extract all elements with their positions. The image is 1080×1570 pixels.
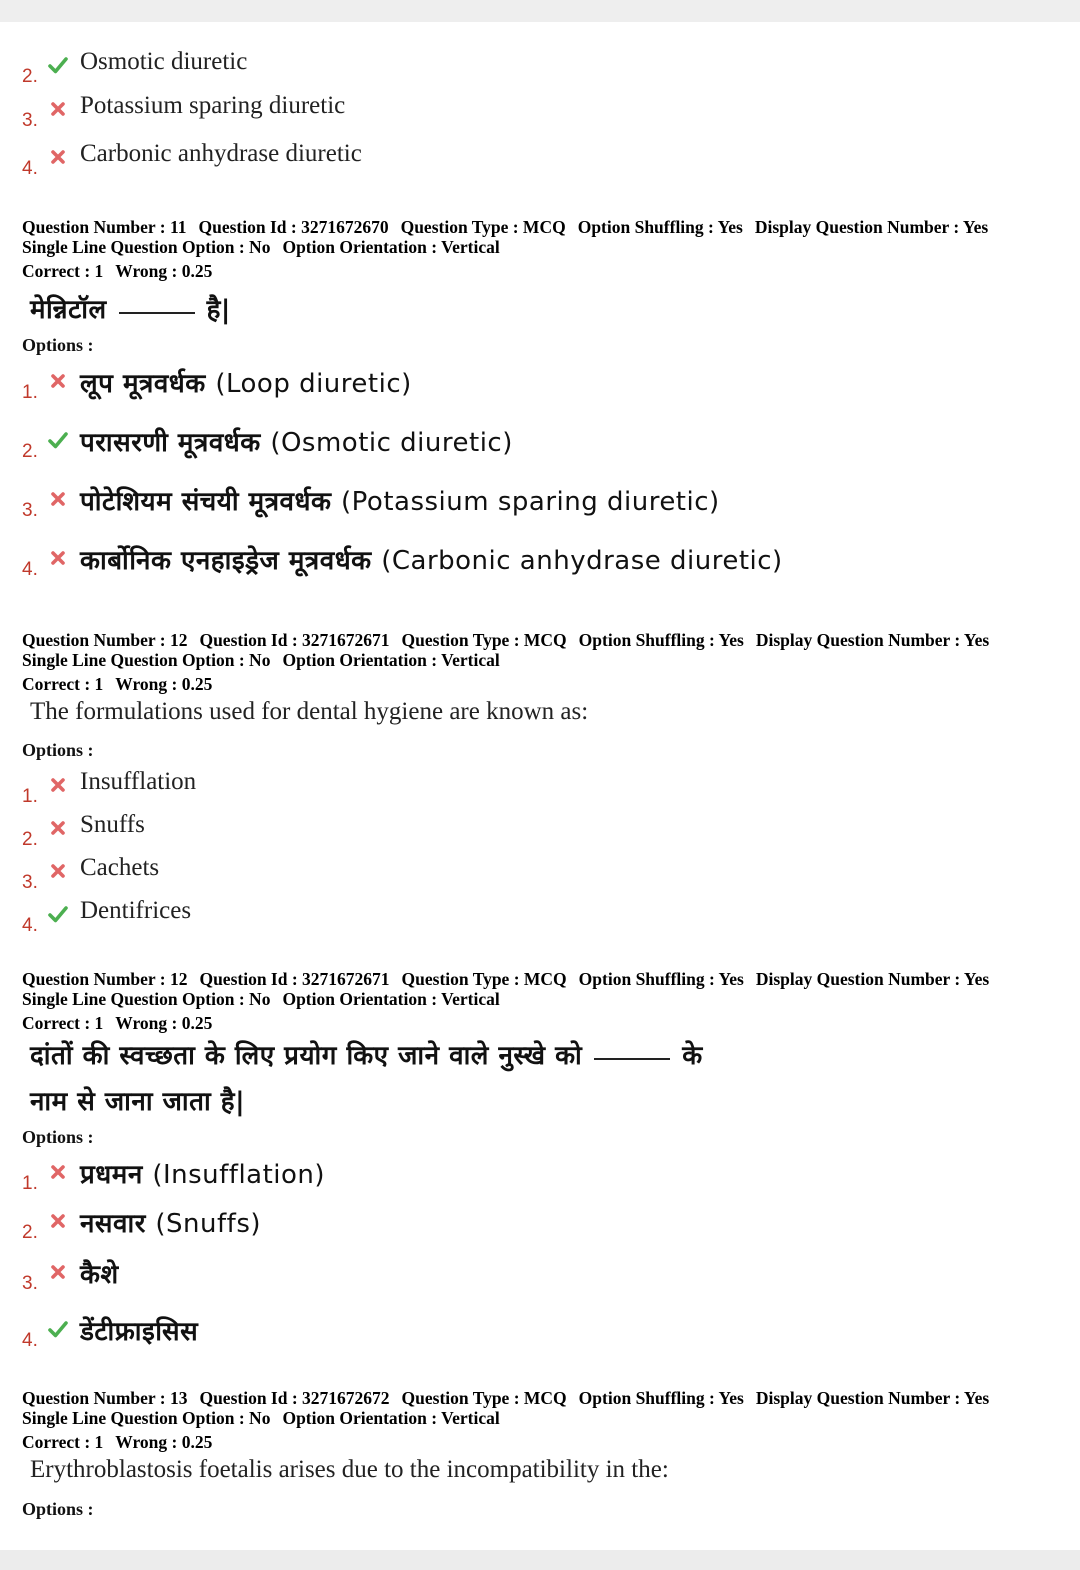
option-item[interactable] (22, 854, 1062, 894)
cross-icon (47, 1210, 69, 1232)
option-text: परासरणी मूत्रवर्धक (Osmotic diuretic) (80, 428, 513, 458)
option-item[interactable] (22, 140, 1062, 180)
option-number: 3. (22, 500, 38, 521)
question-text-line2: नाम से जाना जाता है| (30, 1087, 246, 1117)
cross-icon (47, 98, 69, 120)
option-item[interactable] (22, 811, 1062, 851)
option-number: 4. (22, 158, 38, 179)
check-icon (47, 429, 69, 451)
option-text: कार्बोनिक एनहाइड्रेज मूत्रवर्धक (Carbonic anhydrase diuretic) (80, 546, 783, 576)
question-text: दांतों की स्वच्छता के लिए प्रयोग किए जाने वाले नुस्खे को के (30, 1041, 703, 1071)
option-item[interactable] (22, 768, 1062, 808)
option-number: 2. (22, 829, 38, 850)
cross-icon (47, 547, 69, 569)
options-label: Options : (22, 335, 94, 355)
cross-icon (47, 1261, 69, 1283)
option-item[interactable] (22, 897, 1062, 937)
options-label: Options : (22, 1127, 94, 1147)
option-text: प्रधमन (Insufflation) (80, 1160, 326, 1190)
cross-icon (47, 146, 69, 168)
answer-blank (119, 312, 195, 314)
options-label: Options : (22, 740, 94, 760)
option-text: पोटेशियम संचयी मूत्रवर्धक (Potassium sparing diuretic) (80, 487, 720, 517)
option-number: 2. (22, 1222, 38, 1243)
option-item[interactable] (22, 1155, 1062, 1195)
option-text: लूप मूत्रवर्धक (Loop diuretic) (80, 369, 412, 399)
option-text: Osmotic diuretic (80, 48, 248, 75)
question-meta: Question Number : 13 Question Id : 3271672672 Question Type : MCQ Option Shuffling : Yes Display Question Number : Yes Single Line Question Option : No Option Orientation : Vertical Correct : 1 Wrong : 0.25 (22, 1388, 990, 1452)
page-bottom-border (0, 1550, 1080, 1570)
cross-icon (47, 817, 69, 839)
option-number: 3. (22, 110, 38, 131)
question-meta: Question Number : 12 Question Id : 3271672671 Question Type : MCQ Option Shuffling : Yes Display Question Number : Yes Single Line Question Option : No Option Orientation : Vertical Correct : 1 Wrong : 0.25 (22, 969, 990, 1033)
option-number: 4. (22, 915, 38, 936)
option-number: 3. (22, 872, 38, 893)
option-number: 4. (22, 559, 38, 580)
question-text: Erythroblastosis foetalis arises due to the incompatibility in the: (30, 1456, 669, 1483)
option-text: कैशे (80, 1260, 119, 1290)
check-icon (47, 54, 69, 76)
cross-icon (47, 488, 69, 510)
option-text: Cachets (80, 854, 160, 881)
option-item[interactable] (22, 1255, 1062, 1295)
option-item[interactable] (22, 1204, 1062, 1244)
document-page (0, 22, 1080, 1550)
option-text: डेंटीफ्राइसिस (80, 1317, 199, 1347)
cross-icon (47, 860, 69, 882)
option-text: नसवार (Snuffs) (80, 1209, 262, 1239)
answer-blank (594, 1058, 670, 1060)
option-text: Snuffs (80, 811, 145, 838)
option-item[interactable] (22, 541, 1062, 581)
option-text: Carbonic anhydrase diuretic (80, 140, 362, 167)
option-text: Insufflation (80, 768, 197, 795)
check-icon (47, 903, 69, 925)
cross-icon (47, 1161, 69, 1183)
option-number: 3. (22, 1273, 38, 1294)
option-number: 1. (22, 786, 38, 807)
option-item[interactable] (22, 482, 1062, 522)
question-meta: Question Number : 12 Question Id : 3271672671 Question Type : MCQ Option Shuffling : Yes Display Question Number : Yes Single Line Question Option : No Option Orientation : Vertical Correct : 1 Wrong : 0.25 (22, 630, 990, 694)
option-number: 1. (22, 1173, 38, 1194)
option-number: 1. (22, 382, 38, 403)
question-text: The formulations used for dental hygiene are known as: (30, 698, 589, 725)
cross-icon (47, 370, 69, 392)
question-meta: Question Number : 11 Question Id : 3271672670 Question Type : MCQ Option Shuffling : Yes Display Question Number : Yes Single Line Question Option : No Option Orientation : Vertical Correct : 1 Wrong : 0.25 (22, 217, 989, 281)
cross-icon (47, 774, 69, 796)
option-text: Potassium sparing diuretic (80, 92, 346, 119)
check-icon (47, 1318, 69, 1340)
option-number: 2. (22, 441, 38, 462)
option-item[interactable] (22, 364, 1062, 404)
option-number: 4. (22, 1330, 38, 1351)
option-number: 2. (22, 66, 38, 87)
option-text: Dentifrices (80, 897, 192, 924)
option-item[interactable] (22, 48, 1062, 88)
options-label: Options : (22, 1499, 94, 1519)
option-item[interactable] (22, 423, 1062, 463)
question-text: मेन्निटॉल है| (30, 295, 231, 325)
option-item[interactable] (22, 92, 1062, 132)
option-item[interactable] (22, 1312, 1062, 1352)
